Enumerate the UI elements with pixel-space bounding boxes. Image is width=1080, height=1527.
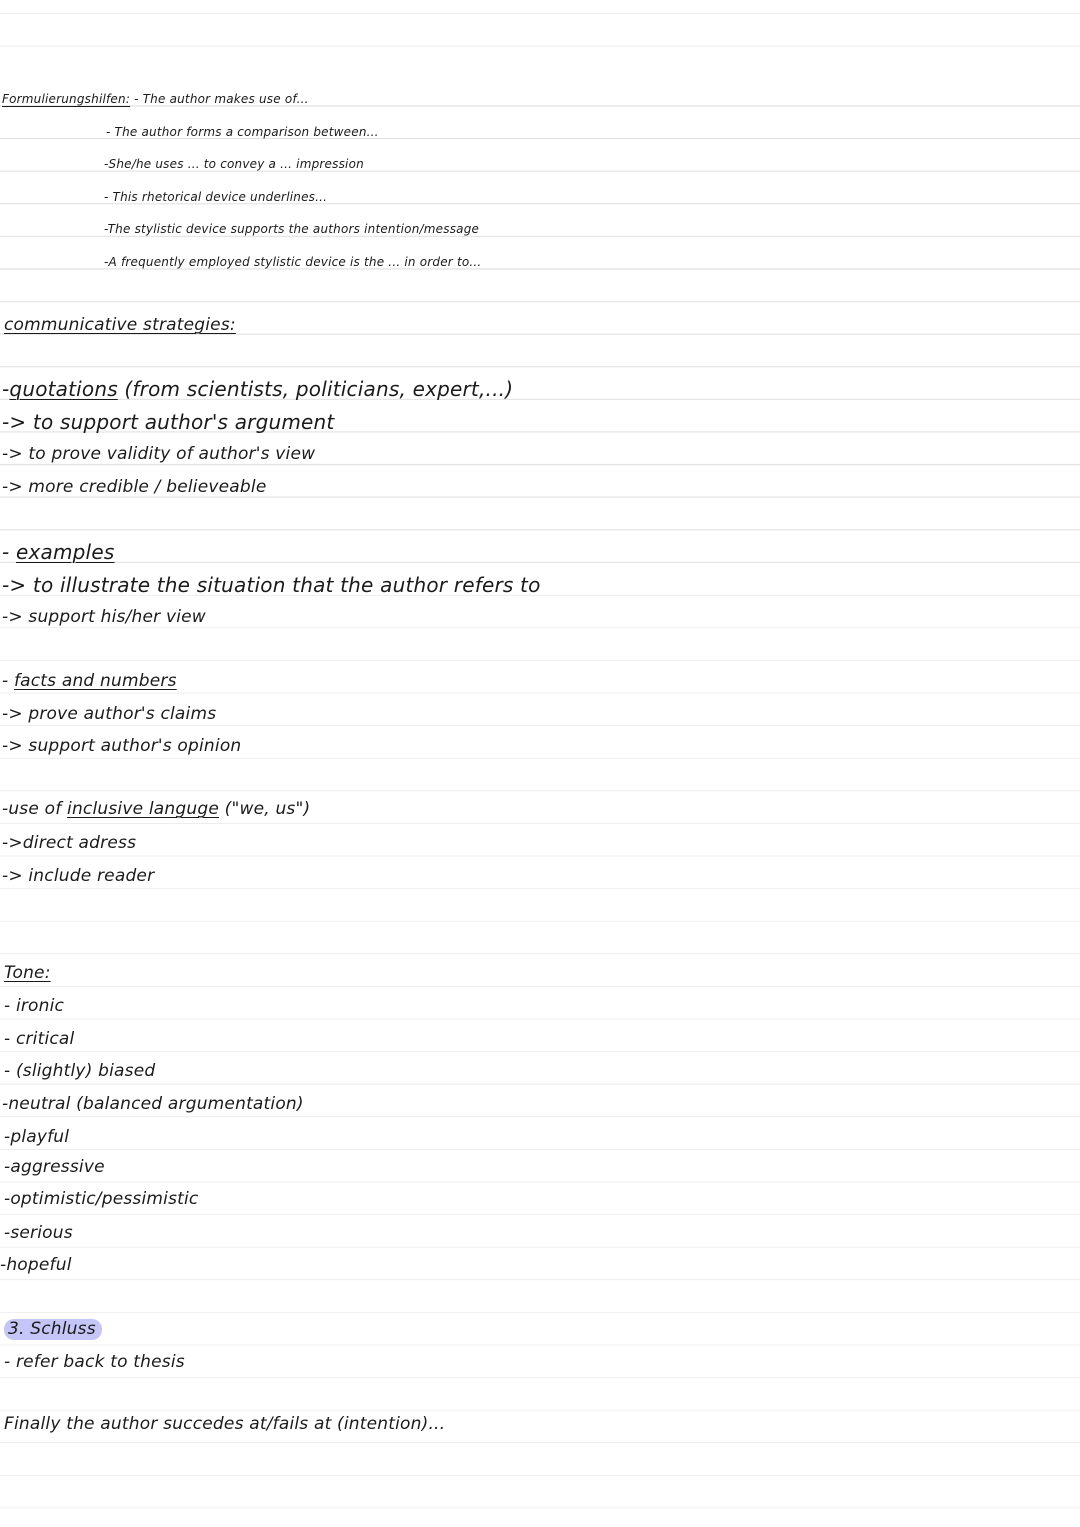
formulation-line: - The author forms a comparison between... [106, 125, 379, 139]
strategy-point: -> more credible / believeable [2, 477, 267, 497]
highlight-marker: 3. Schluss [4, 1319, 102, 1340]
formulation-line: - The author makes use of... [134, 92, 309, 106]
formulation-label: Formulierungshilfen: [2, 92, 131, 106]
conclusion-sentence: Finally the author succedes at/fails at (intention)... [4, 1414, 446, 1434]
strategy-term: examples [15, 540, 115, 564]
strategy-point: -> support author's opinion [2, 736, 242, 756]
section-heading-communicative: communicative strategies: [4, 315, 236, 335]
section-heading-conclusion [4, 1321, 102, 1338]
strategy-point: ->direct adress [2, 833, 137, 853]
tone-item: - ironic [4, 996, 65, 1016]
tone-item: - (slightly) biased [4, 1061, 156, 1081]
strategy-inclusive: -use of inclusive languge ("we, us") [2, 799, 311, 819]
strategy-term: quotations [9, 377, 118, 401]
strategy-facts: - facts and numbers [2, 671, 177, 691]
strategy-term: inclusive languge [67, 799, 220, 819]
strategy-point: -> to support author's argument [2, 410, 335, 434]
strategy-term: facts and numbers [13, 671, 177, 691]
section-heading-tone: Tone: [4, 963, 51, 983]
tone-item: -playful [4, 1127, 70, 1147]
formulation-line: -A frequently employed stylistic device is the ... in order to... [104, 255, 482, 269]
conclusion-item: - refer back to thesis [4, 1352, 185, 1372]
strategy-point: -> to illustrate the situation that the author refers to [2, 573, 541, 597]
formulation-line: -The stylistic device supports the authors intention/message [104, 222, 480, 236]
strategy-point: -> include reader [2, 866, 155, 886]
strategy-point: -> to prove validity of author's view [2, 444, 316, 464]
tone-item: -serious [4, 1223, 73, 1243]
strategy-point: -> support his/her view [2, 607, 206, 627]
strategy-quotations: -quotations (from scientists, politicians, expert,...) [2, 377, 514, 401]
tone-item: -hopeful [0, 1255, 72, 1275]
tone-item: -aggressive [4, 1157, 105, 1177]
strategy-examples: - examples [2, 540, 115, 564]
formulation-line: -She/he uses ... to convey a ... impression [104, 157, 364, 171]
tone-item: - critical [4, 1029, 75, 1049]
tone-item: -neutral (balanced argumentation) [2, 1094, 304, 1114]
tone-item: -optimistic/pessimistic [4, 1189, 199, 1209]
formulation-row-1 [2, 93, 309, 105]
formulation-line: - This rhetorical device underlines... [104, 190, 328, 204]
strategy-point: -> prove author's claims [2, 704, 217, 724]
